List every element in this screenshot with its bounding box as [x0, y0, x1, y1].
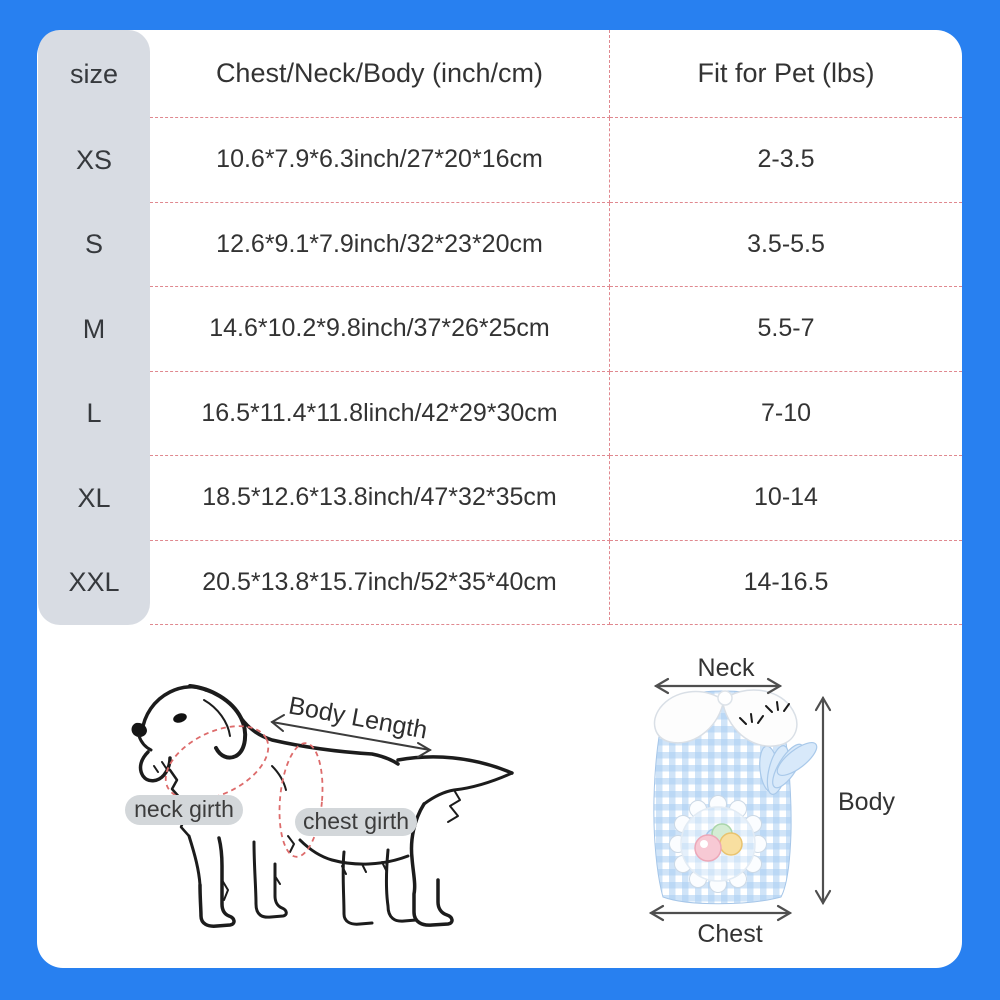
garment-body-label: Body	[838, 788, 895, 816]
content-panel	[37, 30, 962, 968]
body-arrow	[816, 698, 830, 903]
dog-measurement-illustration	[92, 670, 542, 960]
chest-arrow	[651, 906, 790, 920]
collar-button	[718, 691, 732, 705]
garment-neck-label: Neck	[697, 654, 755, 682]
size-cell: S	[84, 229, 103, 260]
column-header-size: size	[69, 58, 118, 89]
dims-cell: 20.5*13.8*15.7inch/52*35*40cm	[150, 541, 610, 626]
garment-chest-label: Chest	[697, 920, 763, 948]
fit-cell: 14-16.5	[610, 541, 962, 626]
size-cell: L	[86, 398, 102, 429]
size-cell: XS	[75, 144, 113, 175]
neck-girth-label: neck girth	[134, 796, 234, 822]
dims-cell: 16.5*11.4*11.8linch/42*29*30cm	[150, 372, 610, 457]
dims-cell: 12.6*9.1*7.9inch/32*23*20cm	[150, 203, 610, 288]
dims-cell: 18.5*12.6*13.8inch/47*32*35cm	[150, 456, 610, 541]
fit-cell: 2-3.5	[610, 118, 962, 203]
column-header-dims: Chest/Neck/Body (inch/cm)	[150, 30, 610, 118]
dims-cell: 14.6*10.2*9.8inch/37*26*25cm	[150, 287, 610, 372]
size-table	[38, 30, 962, 625]
fit-cell: 7-10	[610, 372, 962, 457]
size-cell: XL	[77, 482, 111, 513]
garment-measurement-illustration	[630, 648, 970, 958]
fit-cell: 3.5-5.5	[610, 203, 962, 288]
fit-cell: 5.5-7	[610, 287, 962, 372]
size-cell: XXL	[68, 567, 120, 598]
chest-girth-label: chest girth	[302, 808, 410, 834]
size-cell: M	[82, 313, 106, 344]
fit-cell: 10-14	[610, 456, 962, 541]
column-header-fit: Fit for Pet (lbs)	[610, 30, 962, 118]
dims-cell: 10.6*7.9*6.3inch/27*20*16cm	[150, 118, 610, 203]
body-length-label: Body Length	[286, 691, 430, 745]
